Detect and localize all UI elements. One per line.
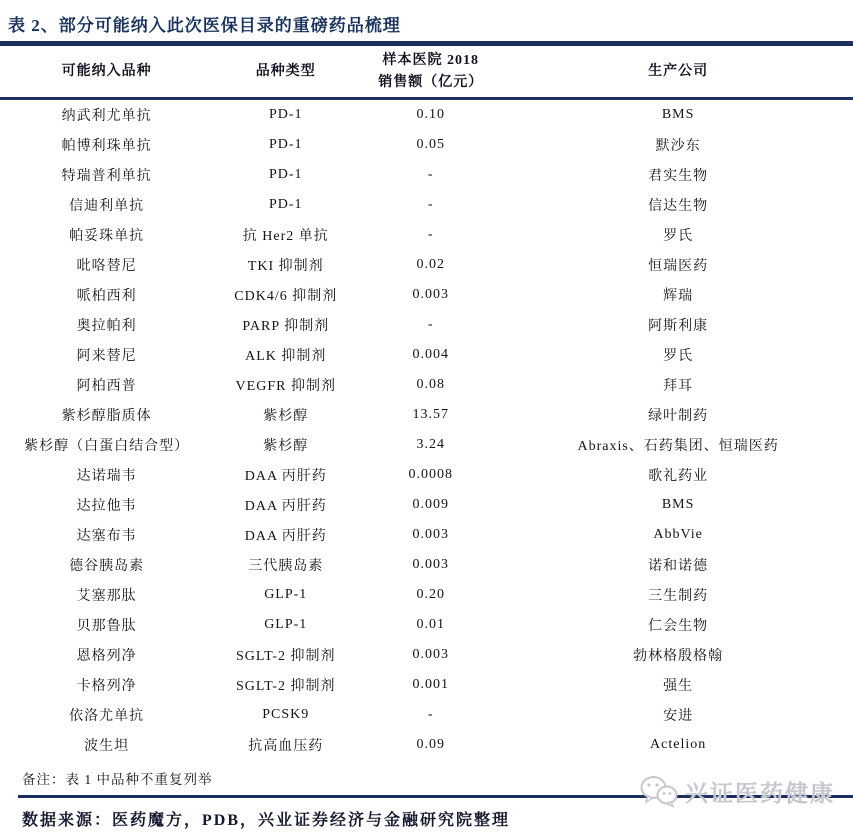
table-row	[0, 460, 853, 490]
note-text: 备注：表 1 中品种不重复列举	[22, 772, 213, 787]
drug-name-cell: 依洛尤单抗	[69, 709, 145, 724]
company-cell: 勃林格殷格翰	[633, 649, 724, 664]
company-cell: 阿斯利康	[648, 319, 709, 334]
table-row	[0, 550, 853, 580]
company-cell: 安进	[663, 709, 694, 724]
table-row	[0, 190, 853, 220]
sales-cell: 0.001	[412, 677, 449, 692]
table-row	[0, 700, 853, 730]
column-header: 品种类型	[213, 46, 358, 99]
table-row	[0, 490, 853, 520]
company-cell: 信达生物	[648, 199, 709, 214]
drug-type-cell: PD-1	[268, 197, 303, 212]
drug-type-cell: 三代胰岛素	[248, 559, 324, 574]
drug-type-cell: PD-1	[268, 137, 303, 152]
company-cell: Actelion	[650, 737, 707, 752]
drug-type-cell: 紫杉醇	[263, 409, 309, 424]
table-row	[0, 730, 853, 760]
data-source-text: 数据来源：医药魔方，PDB，兴业证券经济与金融研究院整理	[22, 812, 511, 829]
drug-type-cell: DAA 丙肝药	[244, 529, 327, 544]
drug-type-cell: CDK4/6 抑制剂	[234, 289, 338, 304]
sales-cell: -	[427, 197, 434, 212]
sales-cell: 13.57	[412, 407, 449, 422]
drug-name-cell: 阿柏西普	[76, 379, 137, 394]
sales-cell: 0.01	[416, 617, 445, 632]
drug-name-cell: 贝那鲁肽	[76, 619, 137, 634]
table-row	[0, 280, 853, 310]
drug-name-cell: 奥拉帕利	[76, 319, 137, 334]
table-row	[0, 130, 853, 160]
drug-type-cell: 抗高血压药	[248, 739, 324, 754]
drug-type-cell: PD-1	[268, 107, 303, 122]
drug-name-cell: 紫杉醇（白蛋白结合型）	[24, 439, 190, 454]
table-row	[0, 340, 853, 370]
sales-cell: 0.003	[412, 647, 449, 662]
sales-cell: 0.09	[416, 737, 445, 752]
table-row	[0, 610, 853, 640]
company-cell: 拜耳	[663, 379, 694, 394]
company-cell: 强生	[663, 679, 694, 694]
drug-name-cell: 紫杉醇脂质体	[61, 409, 152, 424]
company-cell: BMS	[661, 497, 695, 512]
drug-type-cell: 抗 Her2 单抗	[242, 229, 329, 244]
drug-name-cell: 恩格列净	[76, 649, 137, 664]
table-row	[0, 220, 853, 250]
sales-cell: 0.003	[412, 287, 449, 302]
drug-type-cell: DAA 丙肝药	[244, 469, 327, 484]
table-row	[0, 640, 853, 670]
drug-name-cell: 阿来替尼	[76, 349, 137, 364]
sales-cell: 0.0008	[408, 467, 453, 482]
column-header: 生产公司	[503, 46, 853, 99]
company-cell: 默沙东	[655, 139, 701, 154]
company-cell: 诺和诺德	[648, 559, 709, 574]
table-row	[0, 580, 853, 610]
company-cell: 君实生物	[648, 169, 709, 184]
table-row	[0, 520, 853, 550]
company-cell: 罗氏	[663, 349, 694, 364]
drug-name-cell: 达拉他韦	[76, 499, 137, 514]
drug-name-cell: 哌柏西利	[76, 289, 137, 304]
table-row	[0, 430, 853, 460]
drug-table	[0, 46, 853, 760]
company-cell: 仁会生物	[648, 619, 709, 634]
table-row	[0, 670, 853, 700]
table-row	[0, 370, 853, 400]
drug-type-cell: 紫杉醇	[263, 439, 309, 454]
sales-cell: 0.08	[416, 377, 445, 392]
drug-type-cell: PCSK9	[262, 707, 310, 722]
table-title: 表 2、部分可能纳入此次医保目录的重磅药品梳理	[8, 16, 401, 35]
column-header: 样本医院 2018 销售额（亿元）	[358, 46, 503, 99]
drug-type-cell: ALK 抑制剂	[245, 349, 327, 364]
company-cell: 辉瑞	[663, 289, 694, 304]
drug-type-cell: SGLT-2 抑制剂	[235, 649, 336, 664]
drug-type-cell: PARP 抑制剂	[242, 319, 330, 334]
drug-name-cell: 德谷胰岛素	[69, 559, 145, 574]
company-cell: 歌礼药业	[648, 469, 709, 484]
drug-type-cell: TKI 抑制剂	[247, 259, 324, 274]
sales-cell: -	[427, 707, 434, 722]
sales-cell: 0.02	[416, 257, 445, 272]
drug-name-cell: 达塞布韦	[76, 529, 137, 544]
table-row	[0, 310, 853, 340]
drug-name-cell: 波生坦	[84, 739, 130, 754]
table-row	[0, 160, 853, 190]
drug-name-cell: 帕妥珠单抗	[69, 229, 145, 244]
table-row	[0, 250, 853, 280]
company-cell: AbbVie	[653, 527, 703, 542]
drug-name-cell: 艾塞那肽	[76, 589, 137, 604]
sales-cell: -	[427, 227, 434, 242]
company-cell: Abraxis、石药集团、恒瑞医药	[577, 439, 779, 454]
drug-name-cell: 达诺瑞韦	[76, 469, 137, 484]
table-header-row	[0, 46, 853, 99]
sales-cell: 0.003	[412, 557, 449, 572]
drug-type-cell: SGLT-2 抑制剂	[235, 679, 336, 694]
company-cell: 恒瑞医药	[648, 259, 709, 274]
sales-cell: 0.10	[416, 107, 445, 122]
drug-type-cell: PD-1	[268, 167, 303, 182]
sales-cell: 0.05	[416, 137, 445, 152]
sales-cell: 0.004	[412, 347, 449, 362]
drug-name-cell: 信迪利单抗	[69, 199, 145, 214]
drug-type-cell: DAA 丙肝药	[244, 499, 327, 514]
drug-type-cell: GLP-1	[264, 587, 308, 602]
sales-cell: 3.24	[416, 437, 445, 452]
drug-name-cell: 纳武利尤单抗	[61, 109, 152, 124]
column-header: 可能纳入品种	[0, 46, 213, 99]
watermark-text: 兴证医药健康	[685, 780, 835, 806]
drug-name-cell: 吡咯替尼	[76, 259, 137, 274]
drug-name-cell: 帕博利珠单抗	[61, 139, 152, 154]
table-row	[0, 400, 853, 430]
sales-cell: 0.003	[412, 527, 449, 542]
company-cell: 三生制药	[648, 589, 709, 604]
drug-name-cell: 特瑞普利单抗	[61, 169, 152, 184]
drug-type-cell: GLP-1	[264, 617, 308, 632]
drug-name-cell: 卡格列净	[76, 679, 137, 694]
sales-cell: 0.009	[412, 497, 449, 512]
company-cell: 绿叶制药	[648, 409, 709, 424]
company-cell: BMS	[661, 107, 695, 122]
sales-cell: -	[427, 167, 434, 182]
drug-type-cell: VEGFR 抑制剂	[235, 379, 336, 394]
sales-cell: -	[427, 317, 434, 332]
company-cell: 罗氏	[663, 229, 694, 244]
sales-cell: 0.20	[416, 587, 445, 602]
table-row	[0, 99, 853, 131]
